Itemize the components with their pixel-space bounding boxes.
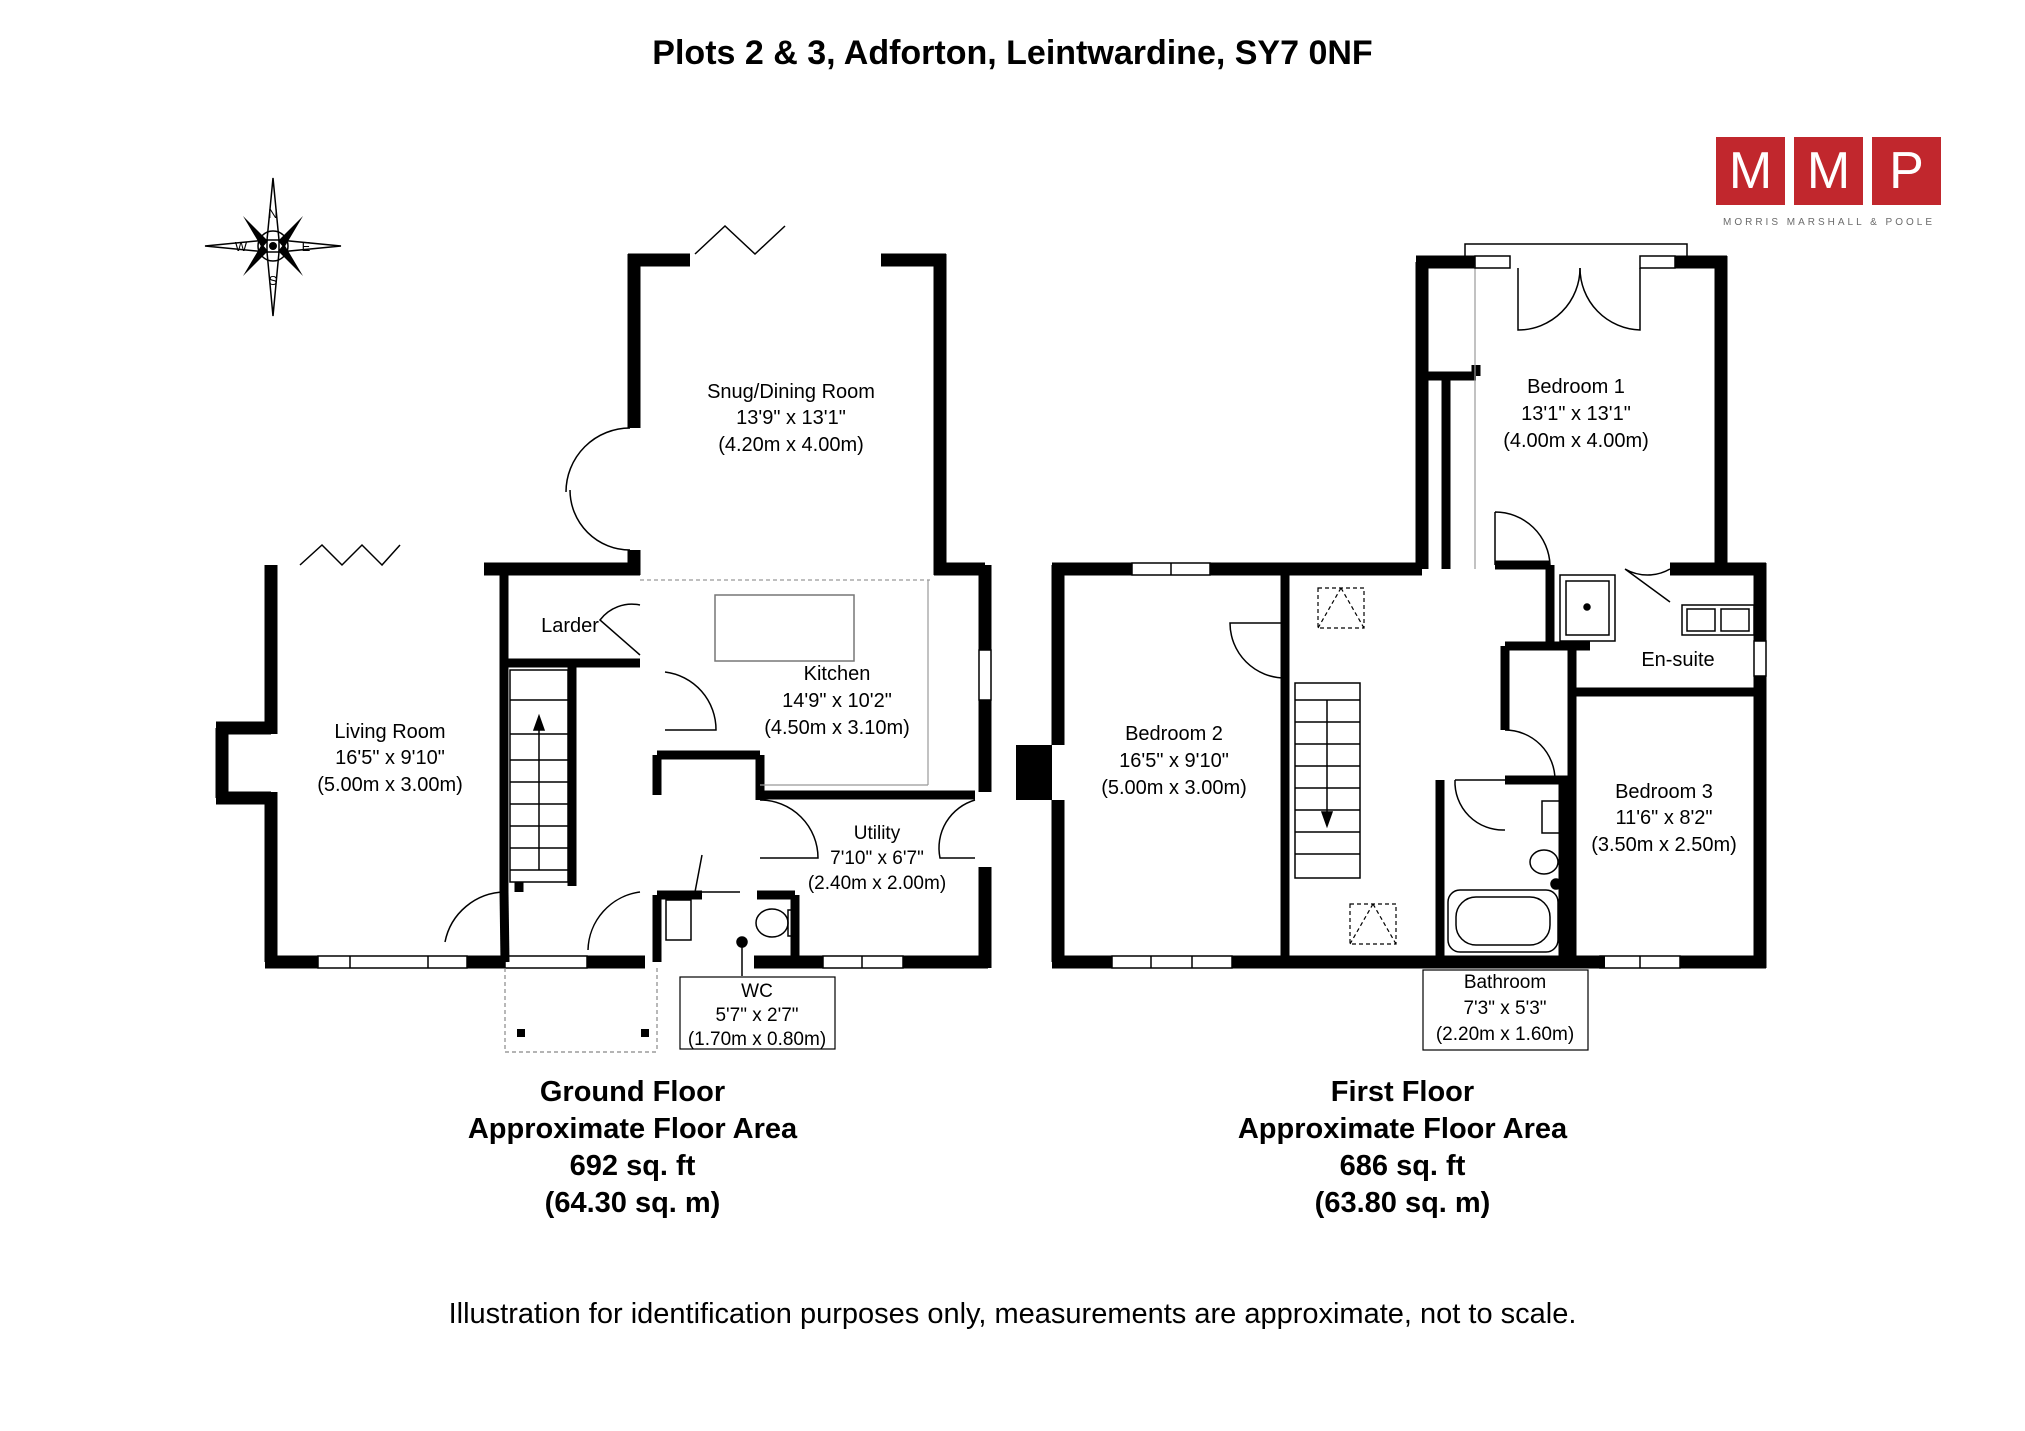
first-floor-plan <box>1016 244 1766 1050</box>
compass-south: S <box>268 273 278 288</box>
kitchen-dim-metric: (4.50m x 3.10m) <box>764 717 910 739</box>
wc-name: WC <box>741 981 773 1002</box>
logo-letter: M <box>1794 137 1863 205</box>
compass-north: N <box>268 206 278 221</box>
kitchen-name: Kitchen <box>803 663 871 685</box>
ground-floor-plan <box>216 226 991 1052</box>
snug-name: Snug/Dining Room <box>707 381 875 403</box>
bedroom1-dim-metric: (4.00m x 4.00m) <box>1503 430 1649 452</box>
compass-east: E <box>301 239 311 254</box>
utility-dim-imperial: 7'10" x 6'7" <box>830 848 924 869</box>
larder-name: Larder <box>541 615 599 637</box>
disclaimer: Illustration for identification purposes only, measurements are approximate, not to scale. <box>448 1298 1577 1330</box>
ground-floor-area <box>400 1074 865 1222</box>
wc-dim-imperial: 5'7" x 2'7" <box>715 1005 799 1026</box>
logo-letter: M <box>1716 137 1785 205</box>
kitchen-dim-imperial: 14'9" x 10'2" <box>782 690 892 712</box>
utility-dim-metric: (2.40m x 2.00m) <box>807 873 947 894</box>
bathroom-name: Bathroom <box>1463 972 1547 993</box>
page-title: Plots 2 & 3, Adforton, Leintwardine, SY7 0NF <box>652 34 1373 72</box>
ground-floor-label: Ground Floor <box>539 1076 726 1108</box>
bedroom1-name: Bedroom 1 <box>1527 376 1625 398</box>
bathroom-dim-metric: (2.20m x 1.60m) <box>1435 1024 1575 1045</box>
bedroom3-dim-metric: (3.50m x 2.50m) <box>1591 834 1737 856</box>
first-floor-sqft: 686 sq. ft <box>1339 1150 1466 1182</box>
first-floor-area <box>1170 1074 1635 1222</box>
compass-rose-icon <box>205 178 341 316</box>
living-room-name: Living Room <box>334 721 446 743</box>
snug-dim-imperial: 13'9" x 13'1" <box>736 407 846 429</box>
bedroom3-dim-imperial: 11'6" x 8'2" <box>1615 807 1713 829</box>
ground-floor-sqft: 692 sq. ft <box>569 1150 696 1182</box>
bedroom2-dim-imperial: 16'5" x 9'10" <box>1119 750 1229 772</box>
utility-name: Utility <box>853 823 901 844</box>
ensuite-name: En-suite <box>1641 649 1715 671</box>
logo-subtitle: MORRIS MARSHALL & POOLE <box>1723 217 1935 228</box>
living-room-dim-imperial: 16'5" x 9'10" <box>335 747 445 769</box>
first-floor-caption: Approximate Floor Area <box>1237 1113 1568 1145</box>
logo-letter: P <box>1872 137 1941 205</box>
first-floor-sqm: (63.80 sq. m) <box>1314 1187 1491 1219</box>
bedroom2-name: Bedroom 2 <box>1125 723 1223 745</box>
snug-dim-metric: (4.20m x 4.00m) <box>718 434 864 456</box>
ground-floor-caption: Approximate Floor Area <box>467 1113 798 1145</box>
first-floor-label: First Floor <box>1330 1076 1475 1108</box>
compass-west: W <box>234 239 248 254</box>
bedroom3-name: Bedroom 3 <box>1615 781 1713 803</box>
bathroom-dim-imperial: 7'3" x 5'3" <box>1463 998 1547 1019</box>
wc-dim-metric: (1.70m x 0.80m) <box>687 1029 827 1050</box>
ground-floor-sqm: (64.30 sq. m) <box>544 1187 721 1219</box>
living-room-dim-metric: (5.00m x 3.00m) <box>317 774 463 796</box>
bedroom2-dim-metric: (5.00m x 3.00m) <box>1101 777 1247 799</box>
bedroom1-dim-imperial: 13'1" x 13'1" <box>1521 403 1631 425</box>
